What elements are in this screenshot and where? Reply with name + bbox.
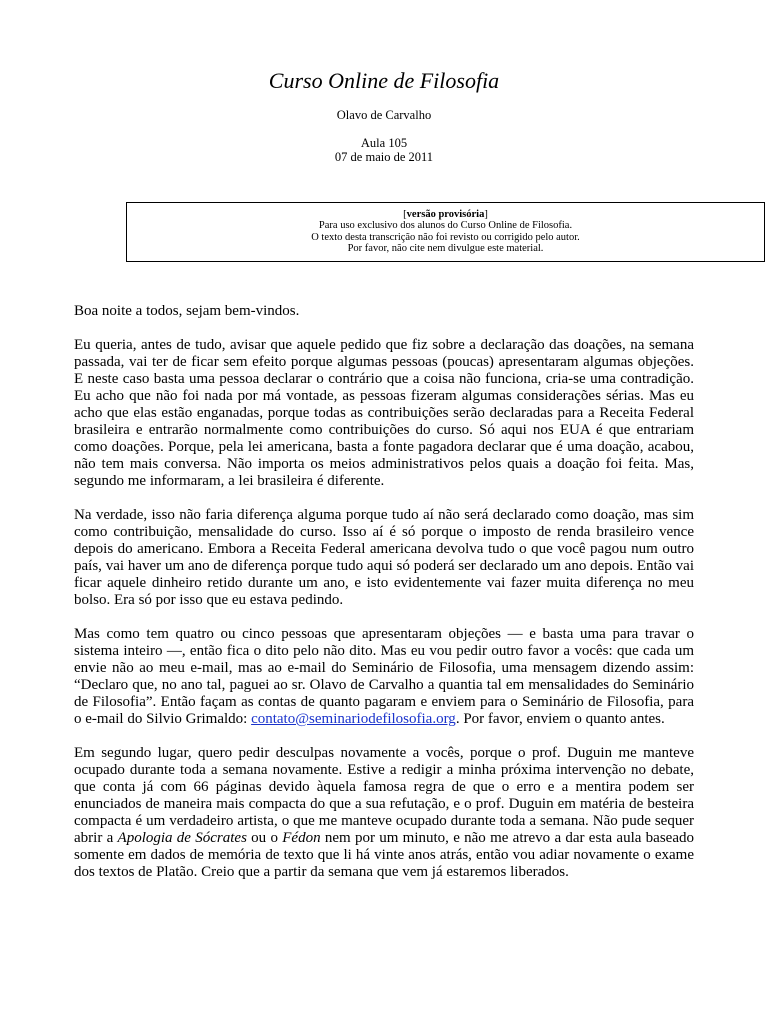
paragraph-email-tail: . Por favor, enviem o quanto antes. [455,711,665,727]
book-title-apologia: Apologia de Sócrates [117,830,247,846]
notice-line-3: Por favor, não cite nem divulgue este material. [347,243,544,255]
notice-title [127,209,764,220]
paragraph-taxes: Na verdade, isso não faria diferença alguma porque tudo aí não será declarado como doação, mas sim como contribuição, mensalidade do curso. Isso aí é só porque o imposto de renda brasileiro vence depois do americano. Embora a Receita Federal americana devolva tudo o que você pagou num outro país, vai haver um ano de diferença porque tudo aqui só poderá ser declarado um ano depois. Então vai ficar aquele dinheiro retido durante um ano, e isto evidentemente vai fazer muita diferença no meu bolso. Era só por isso que eu estava pedindo. [74,507,694,608]
paragraph-donations: Eu queria, antes de tudo, avisar que aquele pedido que fiz sobre a declaração das doações, na semana passada, vai ter de ficar sem efeito porque algumas pessoas (poucas) apresentaram algumas objeções. E neste caso basta uma pessoa declarar o contrário que a coisa não funciona, cria-se uma contradição. Eu acho que não foi nada por má vontade, as pessoas fizeram algumas considerações sérias. Mas eu acho que elas estão enganadas, porque todas as contribuições serão declaradas para a Receita Federal brasileira e entrarão normalmente como contribuições do curso. Só aqui nos EUA é que entrariam como doações. Porque, pela lei americana, basta a fonte pagadora declarar que é uma doação, acabou, não tem mais conversa. Não importa os meios administrativos pelos quais a doação foi feita. Mas, segundo me informaram, a lei brasileira é diferente. [74,337,694,489]
book-title-fedon: Fédon [282,830,321,846]
notice-bracket-close: ] [484,209,488,220]
notice-line-1: Para uso exclusivo dos alunos do Curso Online de Filosofia. [318,220,573,232]
author-name: Olavo de Carvalho [336,108,432,122]
email-link[interactable]: contato@seminariodefilosofia.org [251,711,456,727]
paragraph-apology [74,745,694,881]
paragraph-apology-text-b: ou o [246,830,283,846]
notice-line-2: O texto desta transcrição não foi revisto ou corrigido pelo autor. [311,231,580,243]
document-title: Curso Online de Filosofia [268,68,500,93]
paragraph-apology-text-a: Em segundo lugar, quero pedir desculpas novamente a vocês, porque o prof. Duguin me manteve ocupado durante toda a semana novamente. Estive a redigir a minha próxima intervenção no debate, que conta já com 66 páginas devido àquela famosa regra de que o erro e a mentira podem ser enunciados de maneira mais compacta do que a sua refutação, e o prof. Duguin em matéria de besteira compacta é um verdadeiro artista, o que me manteve ocupado durante toda a semana. Não pude sequer abrir a [74,745,694,846]
lesson-date: 07 de maio de 2011 [334,150,434,164]
paragraph-apology-text-c: nem por um minuto, e não me atrevo a dar esta aula baseado somente em dados de memória de texto que li há vinte anos atrás, então vou adiar novamente o exame dos textos de Platão. Creio que a partir da semana que vem já estaremos liberados. [74,830,694,880]
document-body [74,303,694,898]
notice-bracket-open: [ [403,209,407,220]
paragraph-email-text: Mas como tem quatro ou cinco pessoas que apresentaram objeções — e basta uma para travar o sistema inteiro —, então fica o dito pelo não dito. Mas eu vou pedir outro favor a vocês: que cada um envie não ao meu e-mail, mas ao e-mail do Seminário de Filosofia, uma mensagem dizendo assim: “Declaro que, no ano tal, paguei ao sr. Olavo de Carvalho a quantia tal em mensalidades do Seminário de Filosofia”. Então façam as contas de quanto pagaram e enviem para o Seminário de Filosofia, para o e-mail do Silvio Grimaldo: [74,626,694,727]
lesson-info [0,136,768,164]
paragraph-email-request [74,626,694,728]
provisional-notice-box [126,202,765,262]
lesson-number: Aula 105 [360,136,408,150]
paragraph-greeting: Boa noite a todos, sejam bem-vindos. [74,303,300,319]
notice-label: versão provisória [406,209,485,220]
